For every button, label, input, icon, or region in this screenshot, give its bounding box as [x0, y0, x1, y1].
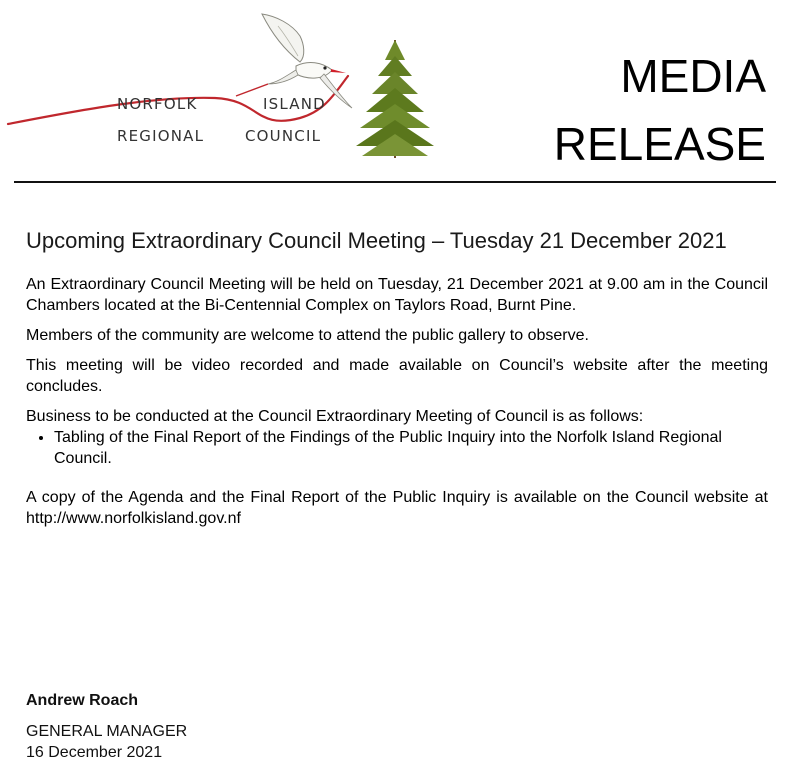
signatory-position: GENERAL MANAGER — [26, 723, 188, 740]
public-gallery-paragraph: Members of the community are welcome to attend the public gallery to observe. — [26, 327, 589, 344]
title-line-release: RELEASE — [553, 118, 766, 170]
header-divider — [14, 181, 776, 183]
business-intro-paragraph: Business to be conducted at the Council Extraordinary Meeting of Council is as follows: — [26, 408, 644, 425]
video-recording-paragraph: This meeting will be video recorded and made available on Council’s website after the meeting concludes. — [26, 357, 768, 395]
release-heading: Upcoming Extraordinary Council Meeting – Tuesday 21 December 2021 — [26, 228, 727, 253]
media-release-title — [554, 42, 766, 178]
norfolk-pine-icon — [356, 40, 434, 158]
council-logo — [0, 0, 480, 175]
agenda-availability-paragraph: A copy of the Agenda and the Final Report of the Public Inquiry is available on the Council website at http://www.norfolkisland.gov.nf — [26, 489, 768, 527]
spacer — [26, 469, 768, 487]
logo-artwork — [0, 0, 480, 175]
signatory-name: Andrew Roach — [26, 692, 139, 709]
logo-text-norfolk: NORFOLK — [117, 95, 198, 113]
list-item: • Tabling of the Final Report of the Findings of the Public Inquiry into the Norfolk Island Regional Council. — [54, 427, 768, 469]
release-body — [26, 226, 768, 538]
logo-text-island: ISLAND — [263, 95, 326, 113]
business-list — [26, 427, 768, 469]
logo-text-council: COUNCIL — [245, 127, 322, 145]
logo-text-regional: REGIONAL — [117, 127, 205, 145]
tropicbird-icon — [236, 14, 352, 108]
signoff-block — [26, 690, 187, 763]
meeting-details-paragraph: An Extraordinary Council Meeting will be held on Tuesday, 21 December 2021 at 9.00 am in the Council Chambers located at the Bi-Centennial Complex on Taylors Road, Burnt Pine. — [26, 276, 768, 314]
title-line-media: MEDIA — [620, 50, 766, 102]
release-date: 16 December 2021 — [26, 744, 163, 761]
